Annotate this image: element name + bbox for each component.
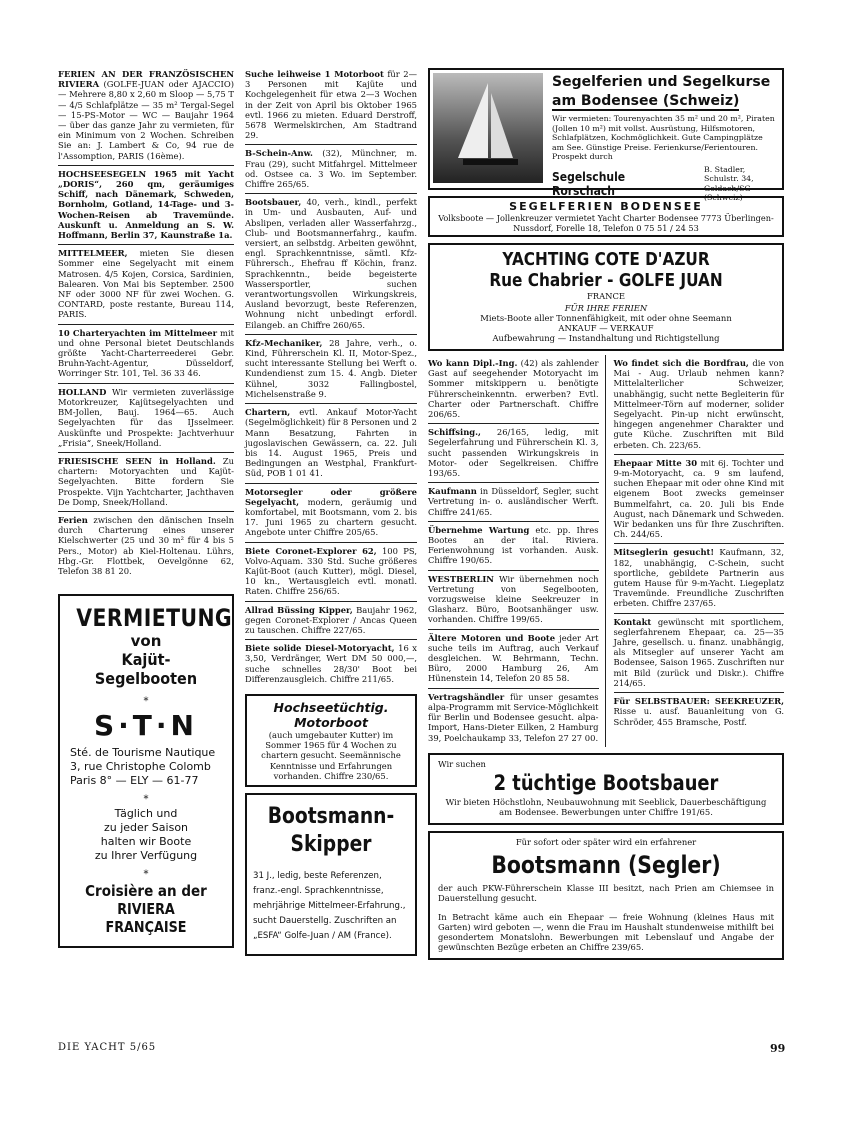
ad-body: modern, geräumig und komfortabel, mit Bootsmann, vom 2. bis 17. Juni 1965 zu chartern gesucht. Angebote unter Chiffre 205/65.	[245, 496, 417, 538]
ad-body: 40, verh., kindl., perfekt in Um- und Ausbauten, Auf- und Abslipen, verladen aller Wasserfahrzg., Club- und Bootsmannerfahrg., kaufm. versiert, an selbstdg. Arbeiten gewöhnt, engl. Sprachkenntnisse, sämtl. Kfz-Führersch., Ehefrau ff Köchin, franz. Sprachkenntn., beide begeisterte Wassersportler, suchen verantwortungsvollen Wirkungskreis, Ausland bevorzugt, beste Referenzen, Wohnung nicht unbedingt erfordl. Eilangeb. an Chiffre 260/65.	[245, 197, 417, 330]
page-number: 99	[770, 1042, 786, 1055]
ad-body: etc. pp. Ihres Bootes an der ital. Riviera. Ferienwohnung ist vorhanden. Ausk. Chiffre 190/65.	[428, 524, 599, 566]
ad-body: (42) als zahlender Gast auf seegehender Motoryacht im Sommer mitskippern u. benötigte Führerscheinkenntn. erwerben? Evtl. Charter oder Partnerschaft. Chiffre 206/65.	[428, 358, 599, 420]
col2-ads	[245, 66, 417, 688]
stn-logo: S·T·N	[94, 709, 198, 743]
stn-line-3: halten wir Boote	[100, 835, 192, 849]
vermietung-von: von	[130, 632, 162, 651]
rorschach-addr: B. Stadler, Schulstr. 34, Goldach/SG (Schweiz)	[704, 164, 754, 203]
ad-headline: Übernehme Wartung	[428, 524, 530, 535]
ad-body: mieten Sie diesen Sommer eine Segelyacht mit einem Matrosen. 4/5 Kojen, Corsica, Sardinien, Balearen. Von Mai bis September. 2500 NF oder 3000 NF für zwei Wochen. G. CONTARD, poste restante, Bureau 114, PARIS.	[58, 248, 234, 320]
stn-line-1: Täglich und	[114, 807, 178, 821]
classified-ad	[58, 453, 234, 512]
classified-ad	[245, 640, 417, 688]
ad-headline: Motorsegler oder größere Segelyacht,	[245, 486, 417, 507]
bodensee-body: Volksboote — Jollenkreuzer vermietet Yacht Charter Bodensee 7773 Überlingen-Nussdorf, Forelle 18, Telefon 0 75 51 / 24 53	[438, 213, 774, 233]
ad-headline: Chartern,	[245, 407, 291, 418]
stn-line-2: zu jeder Saison	[103, 821, 189, 835]
classified-ad	[614, 544, 785, 613]
stn-addr-3: Paris 8° — ELY — 61-77	[70, 774, 199, 788]
classified-ad	[245, 484, 417, 543]
ad-headline: Biete solide Diesel-Motoryacht,	[245, 643, 395, 654]
ad-body: 28 Jahre, verh., o. Kind, Führerschein Kl. II, Motor-Spez., sucht interessante Stellung bei Werft o. Kundendienst zum 15. 4. Angb. Dieter Kühnel, 3032 Fallingbostel, Michelsenstraße 9.	[245, 337, 417, 399]
classified-ad	[245, 404, 417, 483]
sailboat-icon	[433, 73, 543, 183]
classified-ad	[245, 194, 417, 335]
rorschach-school: Segelschule Rorschach	[552, 169, 626, 198]
classified-ad	[614, 693, 785, 731]
skipper-ad	[245, 793, 417, 956]
classified-ad	[428, 571, 599, 630]
classified-ad	[58, 384, 234, 453]
job2-title: Bootsmann (Segler)	[491, 851, 721, 880]
stn-addr-2: 3, rue Christophe Colomb	[70, 760, 211, 774]
ad-body: für unser gesamtes alpa-Programm mit Service-Möglichkeit für Berlin und Bodensee gesucht. alpa-Import, Hans-Dieter Eilken, 2 Hamburg 39, Poelchaukamp 33, Telefon 27 27 00.	[428, 691, 599, 743]
vermietung-ad	[58, 594, 234, 948]
vermietung-sub: Kajüt-Segelbooten	[94, 650, 198, 689]
column-3	[428, 66, 784, 960]
classified-ad	[428, 522, 599, 571]
hochsee-ad	[245, 694, 417, 787]
ad-body: Kaufmann, 32, 182, unabhängig, C-Schein, sucht sportliche, gebildete Partnerin aus gutem Hause für 9-m-Yacht. Liegeplatz Travemünde. Freundliche Zuschriften erbeten. Chiffre 237/65.	[613, 547, 784, 609]
ad-headline: FERIEN AN DER FRANZÖSISCHEN RIVIERA	[58, 69, 234, 90]
ad-headline: Ferien	[58, 514, 88, 525]
ad-headline: WESTBERLIN	[428, 573, 494, 584]
stn-line-4: zu Ihrer Verfügung	[94, 849, 198, 863]
ad-headline: FRIESISCHE SEEN in Holland.	[58, 455, 216, 466]
rorschach-title-2: am Bodensee (Schweiz)	[552, 93, 740, 109]
ad-headline: Schiffsing.,	[428, 427, 481, 438]
classified-ad	[428, 355, 599, 424]
ad-headline: Suche leihweise 1 Motorboot	[245, 69, 384, 79]
ad-body: Wir übernehmen noch Vertretung von Segelbooten, vorzugsweise kleine Seekreuzer in Glasharz. Büro, Bootsanhänger usw. vorhanden. Chiffre 199/65.	[428, 573, 599, 625]
column-1	[58, 66, 234, 948]
classified-ad	[428, 689, 599, 747]
classified-ad	[58, 325, 234, 384]
bootsmann-ad	[428, 831, 784, 960]
azur-title-2: Rue Chabrier - GOLFE JUAN	[489, 270, 723, 291]
ad-body: Baujahr 1962, gegen Coronet-Explorer / Ancas Queen zu tauschen. Chiffre 227/65.	[245, 604, 417, 635]
star-2: *	[143, 794, 149, 806]
ad-body: Wir vermieten zuverlässige Motorkreuzer, Kajütsegelyachten und BM-Jollen, Bauj. 1964—65. Auch Segelyachten für das IJsselmeer. Auskünfte und Prospekte: Jachtverhuur „Frisia“, Sneek/Holland.	[58, 386, 234, 448]
hochsee-title: Hochseetüchtig. Motorboot	[273, 699, 389, 730]
rorschach-title-1: Segelferien und Segelkurse	[552, 74, 771, 90]
ad-body: evtl. Ankauf Motor-Yacht (Segelmöglichkeit) für 8 Personen und 2 Mann Besatzung, Fahrten in jugoslavischen Gewässern, ca. 22. Juli bis 14. August 1965, Preis und Bedingungen an Westphal, Frankfurt-Süd, POB 1 01 41.	[245, 407, 418, 479]
ad-headline: Kfz-Mechaniker,	[245, 337, 323, 348]
hochsee-body: (auch umgebauter Kutter) im Sommer 1965 für 4 Wochen zu chartern gesucht. Seemännische Kenntnisse und Erfahrungen vorhanden. Chiffre 230/65.	[261, 729, 401, 781]
c3-small-ads	[428, 355, 784, 747]
skipper-title-1: Bootsmann-	[267, 803, 395, 829]
ad-body: gewünscht mit sportlichem, seglerfahrenem Ehepaar, ca. 25—35 Jahre, gesellsch. u. finanz. unabhängig, als Mitsegler auf unserer Yacht am Bodensee, Saison 1965. Zuschriften nur mit Bild (zurück und Diskr.). Chiffre 214/65.	[613, 616, 784, 688]
rorschach-body: Wir vermieten: Tourenyachten 35 m² und 20 m², Piraten (Jollen 10 m²) mit vollst. Ausrüstung, Hilfsmotoren, Schlafplätzen, Kochmöglichkeit. Gute Campingplätze am See. Günstige Preise. Ferienkurse/Ferientouren. Prospekt durch	[552, 114, 775, 162]
ad-headline: Ältere Motoren und Boote	[428, 632, 556, 643]
ad-headline: Wo kann Dipl.-Ing.	[428, 358, 518, 368]
star-1: *	[143, 696, 149, 708]
classified-ad	[428, 483, 599, 522]
azur-sub: FÜR IHRE FERIEN	[564, 303, 648, 313]
classified-ad	[245, 145, 417, 194]
ad-body: (32), Münchner, m. Frau (29), sucht Mitfahrgel. Mittelmeer od. Ostsee ca. 3 Wo. im September. Chiffre 265/65.	[245, 148, 417, 190]
ad-body: 100 PS, Volvo-Aquam. 330 Std. Suche größeres Kajüt-Boot (auch Kutter), mögl. Diesel, 10 kn., Wertausgleich evtl. monatl. Raten. Chiffre 256/65.	[245, 545, 417, 597]
ad-headline: Vertragshändler	[428, 691, 505, 702]
bodensee-title: SEGELFERIEN BODENSEE	[509, 200, 703, 213]
croisiere-2: RIVIERA FRANÇAISE	[105, 900, 187, 937]
ad-body: mit und ohne Personal bietet Deutschlands größte Yacht-Charterreederei Gebr. Bruhn-Yacht-Agentur, Düsseldorf, Worringer Str. 101, Tel. 36 33 46.	[58, 327, 234, 379]
classified-ad	[614, 455, 785, 545]
ad-body: in Düsseldorf, Segler, sucht Vertretung in- o. ausländischer Werft. Chiffre 241/65.	[428, 486, 599, 517]
vermietung-title: VERMIETUNG	[76, 604, 233, 633]
skipper-title-2: Skipper	[290, 831, 372, 857]
classified-ad	[245, 335, 417, 404]
ad-headline: B-Schein-Anw.	[245, 148, 313, 159]
classified-ad	[58, 245, 234, 324]
job1-title: 2 tüchtige Bootsbauer	[493, 770, 719, 795]
rorschach-ad	[428, 68, 784, 203]
ad-body: jeder Art suche teils im Auftrag, auch Verkauf desgleichen. W. Behrmann, Techn. Büro, 2000 Hamburg 26, Am Hünenstein 14, Telefon 20 85 58.	[428, 632, 599, 684]
ad-body: Zu chartern: Motoryachten und Kajüt-Segelyachten. Bitte fordern Sie Prospekte. Vijn Yachtcharter, Jachthaven De Domp, Sneek/Holland.	[58, 455, 234, 507]
ad-headline: Mitseglerin gesucht!	[613, 547, 715, 558]
job2-body-1: der auch PKW-Führerschein Klasse III besitzt, nach Prien am Chiemsee in Dauerstellung gesucht.	[438, 883, 774, 904]
azur-line-2: ANKAUF — VERKAUF	[558, 323, 654, 333]
classified-ad	[428, 630, 599, 689]
ad-headline: 10 Charteryachten im Mittelmeer	[58, 327, 218, 338]
job1-body: Wir bieten Höchstlohn, Neubauwohnung mit Seeblick, Dauerbeschäftigung am Bodensee. Bewerbungen unter Chiffre 191/65.	[445, 796, 767, 817]
skipper-body: 31 J., ledig, beste Referenzen, franz.-engl. Sprachkenntnisse, mehrjährige Mittelmeer-Erfahrung., sucht Dauerstellg. Zuschriften an „ESFA“ Golfe-Juan / AM (France).	[253, 870, 406, 941]
ad-body: 26/165, ledig, mit Segelerfahrung und Führerschein Kl. 3, sucht passenden Wirkungskreis in Motor- oder Segelkreisen. Chiffre 193/65.	[428, 427, 599, 479]
job1-pre: Wir suchen	[438, 758, 486, 769]
col1-ads	[58, 66, 234, 580]
classified-ad	[245, 602, 417, 641]
stn-addr-1: Sté. de Tourisme Nautique	[70, 746, 216, 760]
ad-headline: MITTELMEER,	[58, 248, 128, 259]
classified-ad	[58, 66, 234, 166]
footer-magazine: DIE YACHT 5/65	[58, 1042, 157, 1053]
bootsbauer-ad	[428, 753, 784, 825]
ad-headline: Für SELBSTBAUER: SEEKREUZER,	[613, 696, 784, 707]
classified-ad	[245, 543, 417, 602]
ad-body: für 2—3 Personen mit Kajüte und Kochgelegenheit für etwa 2—3 Wochen in der Zeit von April bis Oktober 1965 evtl. 1966 zu mieten. Eduard Derstroff, 5678 Wermelskirchen, Am Stadtrand 29.	[245, 69, 417, 141]
classified-ad	[614, 614, 785, 693]
ad-body: mit 6j. Tochter und 9-m-Motoryacht, ca. 9 sm laufend, suchen Ehepaar mit oder ohne Kind mit eigenem Boot zwecks gemeinser Bummelfahrt, ca. 20. Juli bis Ende August, nach Dänemark und Schweden. Wir bedanken uns für Ihre Zuschriften. Ch. 244/65.	[613, 457, 784, 540]
ad-headline: HOCHSEESEGELN 1965 mit Yacht „DORIS“, 260 qm, geräumiges Schiff, nach Dänemark, Schweden, Bornholm, Gotland, 14-Tage- und 3-Wochen-Reisen ab Travemünde. Auskunft u. Anmeldung an S. W. Hoffmann, Berlin 37, Kaunstraße 1a.	[58, 168, 234, 241]
classified-ad	[614, 355, 785, 455]
star-3: *	[143, 869, 149, 881]
azur-title-1: YACHTING COTE D'AZUR	[502, 249, 710, 270]
ad-headline: HOLLAND	[58, 386, 107, 397]
classified-ad	[58, 166, 234, 245]
ad-headline: Allrad Büssing Kipper,	[245, 604, 353, 615]
ad-headline: Kontakt	[613, 616, 652, 627]
ad-headline: Kaufmann	[428, 486, 477, 497]
ad-headline: Biete Coronet-Explorer 62,	[245, 545, 377, 556]
azur-line-1: Miets-Boote aller Tonnenfähigkeit, mit oder ohne Seemann	[480, 313, 732, 323]
ad-headline: Bootsbauer,	[245, 197, 302, 208]
classified-ad	[58, 512, 234, 580]
azur-country: FRANCE	[586, 291, 625, 301]
c3-right-ads	[614, 355, 785, 747]
classified-ad	[245, 66, 417, 145]
job2-pre: Für sofort oder später wird ein erfahrener	[515, 837, 697, 848]
croisiere-1: Croisière an der	[85, 882, 207, 901]
column-2	[245, 66, 417, 956]
ad-body: zwischen den dänischen Inseln durch Charterung eines unserer Kielschwerter (25 und 30 m² für 4 bis 5 Pers., Motor) ab Kiel-Holtenau. Lührs, Hbg.-Gr. Flottbek, Oevelgönne 62, Telefon 38 81 20.	[58, 514, 234, 576]
azur-ad	[428, 243, 784, 351]
ad-body: 16 x 3,50, Verdränger, Wert DM 50 000,—, suche schnelles 28/30' Boot bei Differenzausgleich. Chiffre 211/65.	[245, 643, 417, 684]
sailboat-photo	[433, 73, 543, 183]
job2-body-2: In Betracht käme auch ein Ehepaar — freie Wohnung (kleines Haus mit Garten) wird geboten —, wenn die Frau im Haushalt stundenweise mithilft bei gesondertem Monatslohn. Bewerbungen mit Lebenslauf und Angabe der gewünschten Bezüge erbeten an Chiffre 239/65.	[438, 911, 774, 953]
ad-body: (GOLFE-JUAN oder AJACCIO) — Mehrere 8,80 x 2,60 m Sloop — 5,75 T — 4/5 Schlafplätze — 35 m² Tergal-Segel — 15-PS-Motor — WC — Baujahr 1964 — über das ganze Jahr zu vermieten, für ein Minimum von 2 Wochen. Schreiben Sie an: J. Lambert & Co, 94 rue de l'Assomption, PARIS (16ème).	[58, 79, 234, 161]
classified-ad	[428, 424, 599, 483]
c3-left-ads	[428, 355, 606, 747]
azur-line-3: Aufbewahrung — Instandhaltung und Richtigstellung	[492, 333, 720, 343]
ad-body: die von Mai - Aug. Urlaub nehmen kann? Mittelalterlicher Schweizer, unabhängig, sucht nette Begleiterin für Mittelmeer-Törn auf moderner, solider Segelyacht. Pin-up nicht erwünscht, hingegen angenehmer Charakter und gute Küche. Zuschriften mit Bild erbeten. Ch. 223/65.	[613, 358, 784, 450]
ad-headline: Ehepaar Mitte 30	[613, 457, 698, 468]
ad-headline: Wo findet sich die Bordfrau,	[613, 358, 749, 368]
ad-body: Risse u. ausf. Bauanleitung von G. Schröder, 455 Bramsche, Postf.	[613, 706, 784, 727]
